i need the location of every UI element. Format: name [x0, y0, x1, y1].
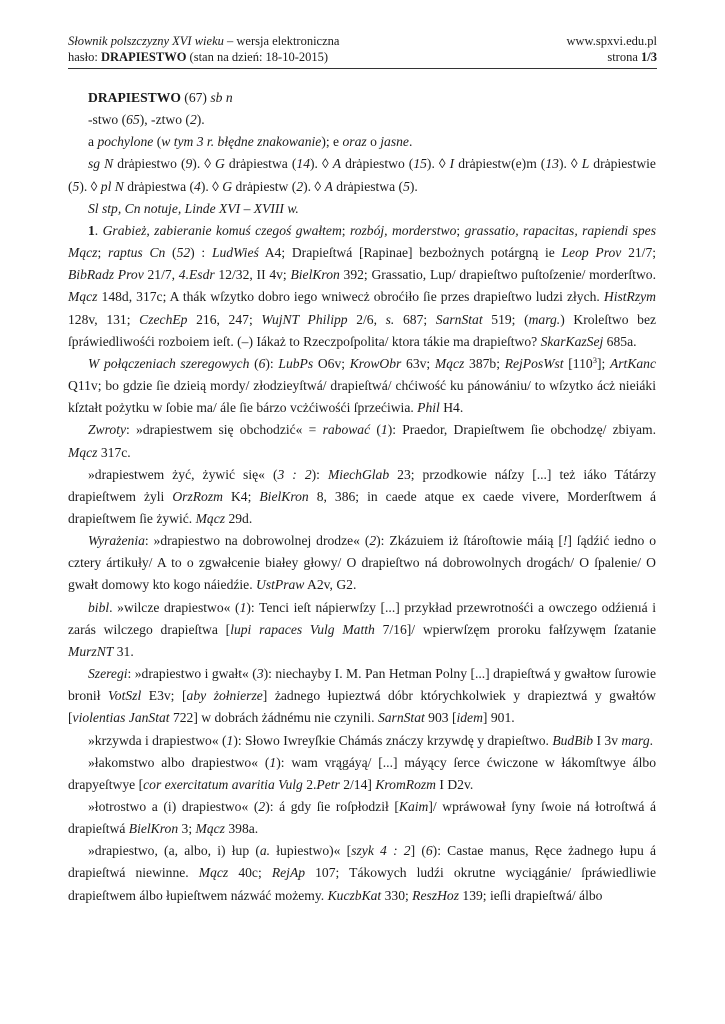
text-run: 139; ieſli drapieſtwá/ álbo [459, 887, 603, 903]
text-run: szyk 4 : 2 [351, 843, 411, 859]
text-run: (67) [180, 90, 211, 105]
text-run: . [94, 222, 103, 238]
text-run: . »wilcze drapiestwo« ( [109, 599, 240, 615]
text-run: 2 [189, 112, 197, 128]
text-run: drȧpiestw ( [232, 178, 297, 194]
text-run: 216, 247; [187, 311, 262, 327]
entry-variants [68, 109, 656, 131]
text-run: ). [409, 178, 418, 194]
text-run: drȧpiestwa ( [123, 178, 195, 194]
text-run: BibRadz Prov [68, 267, 144, 283]
text-run: ) Kroleſtwo bez ſpráwiedliwośći rozboiem ieſt. (–) Iákaż to Rzeczpoſpolita/ ktora tákie ma drapieſtwo? [68, 311, 657, 349]
text-run: »łotrostwo a (i) drapiestwo« ( [88, 799, 259, 814]
text-run: Zwroty [88, 422, 127, 438]
text-run: ). ◊ [192, 156, 216, 172]
text-run: LubPs [278, 355, 314, 371]
text-run: ]/ wpráwował ſyny ſwoie ná łotroſtwá á drapieſtwá [68, 799, 656, 837]
entry-body [68, 87, 656, 907]
text-run: SarnStat [435, 311, 483, 327]
text-run: SarnStat [377, 710, 425, 726]
series-lup [68, 840, 656, 906]
text-run: 31. [113, 643, 134, 659]
text-run: ). ◊ [426, 156, 450, 172]
text-run: 21/7; [621, 245, 657, 261]
expressions [68, 530, 656, 596]
text-run: 2/14] [339, 776, 376, 792]
text-run: w tym 3 r. błędne znakowanie [161, 134, 322, 150]
text-run: 4.Esdr [178, 267, 215, 283]
text-run: G [215, 156, 225, 172]
text-run: 6 [258, 355, 266, 371]
text-run: a [88, 134, 98, 150]
text-run: 398a. [224, 821, 259, 837]
text-run: cor exercitatum avaritia Vulg [143, 776, 303, 792]
text-run: ]; [596, 355, 610, 371]
text-run: L [581, 156, 590, 172]
text-run: violentias JanStat [72, 710, 170, 726]
text-run: 317c. [97, 444, 131, 460]
text-run: 903 [ [424, 710, 457, 726]
header-divider [68, 68, 657, 69]
text-run: ). ◊ [309, 156, 333, 172]
text-run: VotSzl [108, 688, 142, 704]
text-run: ( [249, 355, 259, 371]
text-run: bibl [88, 599, 110, 615]
series-lakomstwo [68, 752, 656, 796]
text-run: raptus Cn [107, 245, 166, 261]
text-run: O6v; [313, 355, 350, 371]
text-run: E3v; [ [141, 688, 187, 704]
text-run: K4; [222, 488, 260, 504]
text-run: Kaim [398, 799, 429, 814]
text-run: drȧpiestw(e)m ( [454, 156, 546, 172]
text-run: ! [562, 533, 568, 549]
text-run: KuczbKat [327, 887, 382, 903]
text-run: : »drapiestwo na dobrowolnej drodze« ( [144, 533, 370, 549]
text-run: H4. [439, 400, 464, 416]
text-run: »drapiestwem żyć, żywić się« ( [88, 466, 278, 482]
text-run: : »drapiestwem się obchodzić« = [126, 422, 323, 438]
series-lotrostwo [68, 796, 656, 840]
text-run: 3 [256, 666, 264, 682]
text-run: : »drapiestwo i gwałt« ( [127, 666, 257, 682]
text-run: 1 [269, 754, 277, 770]
text-run: rabować [322, 422, 371, 438]
entry-inflection [68, 153, 656, 197]
text-run: Leop Prov [561, 245, 622, 261]
text-run: W połączeniach szeregowych [88, 355, 250, 371]
text-run: a. [259, 843, 271, 859]
text-run: Mącz [68, 444, 98, 460]
text-run: 687; [394, 311, 436, 327]
text-run: ReszHoz [412, 887, 459, 903]
text-run: I [449, 156, 455, 172]
text-run: marg. [528, 311, 561, 327]
text-run: Sl stp, Cn notuje, Linde XVI – XVIII w. [88, 200, 299, 216]
dictionary-title: Słownik polszczyzny XVI wieku – wersja elektroniczna [68, 34, 340, 48]
text-run: 2 [258, 799, 266, 814]
text-run: ): Tenci ieſt nápierwſzy [...] przykład przewrotnośći a owczego odźienıá i zarás wilczego drapieſtwa [ [68, 599, 656, 637]
text-run: 519; ( [482, 311, 529, 327]
phrases [68, 419, 656, 463]
text-run: Petr [316, 776, 340, 792]
text-run: Grabież, zabieranie komuś czegoś gwałtem [102, 222, 342, 238]
text-run: BielKron [290, 267, 340, 283]
text-run: 7/16]/ wpierwſzęm proroku fałſzywęm ſzatanie [374, 621, 656, 637]
text-run: 13 [545, 156, 559, 172]
text-run: 65 [126, 112, 140, 128]
biblical-expression [68, 597, 656, 663]
text-run: drȧpiestwa ( [224, 156, 297, 172]
text-run: Mącz [195, 821, 225, 837]
text-run: 392; Grassatio, Lup/ drapieſtwo puſtoſzenie/ morderſtwo. [339, 267, 656, 283]
text-run: LudWieś [211, 245, 259, 261]
text-run: A [332, 156, 342, 172]
text-run: »łakomstwo albo drapiestwo« ( [88, 754, 270, 770]
text-run: ): Praedor, Drapieſtwem ſie obchodzę/ zbiyam. [387, 422, 657, 438]
text-run: . [649, 732, 654, 748]
text-run: CzechEp [139, 311, 188, 327]
text-run: ). ◊ [200, 178, 223, 194]
text-run: 2/6, [347, 311, 386, 327]
text-run: 722] w dobrách żádnému nie czynili. [169, 710, 378, 726]
text-run: ] ( [410, 843, 426, 859]
text-run: ) : [190, 245, 212, 261]
text-run: A2v, G2. [304, 577, 357, 593]
text-run: -stwo ( [88, 112, 127, 128]
text-run: ): Zkázuiem iż ſtároſtowie máią [ [376, 533, 563, 549]
entry-sources [68, 198, 656, 220]
text-run: RejPosWst [504, 355, 564, 371]
text-run: Mącz [198, 865, 229, 881]
entry-headword [68, 87, 656, 109]
text-run: o [366, 134, 381, 150]
text-run: 23; przodkowie náſzy [...] też iáko Tátárzy drapieſtwem żyli [68, 466, 657, 504]
text-run: ). ◊ [79, 178, 101, 194]
text-run: 63v; [401, 355, 435, 371]
text-run: ). ◊ [558, 156, 582, 172]
text-run: marg [621, 732, 650, 748]
entry-spelling [68, 131, 656, 153]
text-run: 9 [185, 156, 193, 172]
text-run: Q11v; bo gdzie ſie dzieią mordy/ złodzieyſtwá/ drapieſtwá/ chćiwość ku pánowániu/ to wſzytko ácż nieiáki kſztałt pożytku w ſobie ma/ ále ſie bárzo vcżćiwośći ſprzećiwia. [68, 378, 656, 416]
text-run: 387b; [464, 355, 505, 371]
text-run: KromRozm [375, 776, 436, 792]
text-run: drȧpiestwo ( [341, 156, 414, 172]
text-run: WujNT Philipp [261, 311, 348, 327]
text-run: 3 [592, 354, 597, 365]
text-run: 52 [176, 245, 191, 261]
text-run: 40c; [228, 865, 272, 881]
text-run: Phil [417, 400, 440, 416]
site-url[interactable]: www.spxvi.edu.pl [566, 34, 657, 48]
text-run: ArtKanc [609, 355, 657, 371]
text-run: I 3v [593, 732, 622, 748]
text-run: DRAPIESTWO [88, 90, 181, 105]
text-run: drȧpiestwie ( [68, 156, 656, 194]
text-run: ] ſądźić iedno o cztery ártikuły/ A to o zgwałcenie białey głowy/ O drapieſtwo ná dobrowolnych drogách/ O ſpalenie/ O gwałt domowy kto kogo náiedźie. [68, 533, 657, 593]
text-run: Szeregi [88, 666, 128, 682]
text-run: rozbój, morderstwo [349, 222, 457, 238]
text-run: G [222, 178, 233, 194]
text-run: 128v, 131; [68, 311, 140, 327]
text-run: UstPraw [256, 577, 305, 593]
text-run: drȧpiestwo ( [113, 156, 186, 172]
text-run: 1 [226, 732, 234, 748]
text-run: ; [97, 245, 108, 261]
text-run: grassatio, rapacitas, rapiendi spes Mącz [68, 222, 656, 261]
text-run: 4 [194, 178, 201, 194]
text-run: s. [385, 311, 395, 327]
text-run: I D2v. [436, 776, 474, 792]
text-run: ] żadnego łupieztwá dóbr którychkolwiek y drapieztwá y gwałtów [ [68, 688, 656, 726]
text-run: 6 [425, 843, 433, 859]
text-run: SkarKazSej [540, 333, 604, 349]
text-run: RejAp [271, 865, 306, 881]
text-run: ): Castae manus, Ręce żadnego łupu á drapieſtwá niewinne. [68, 843, 657, 881]
text-run: »drapiestwo, (a, albo, i) łup ( [88, 843, 260, 859]
text-run: ] 901. [482, 710, 515, 726]
text-run: ): wam vrągáyą/ [...] máyący ſerce ćwiczone w łákomſtwye álbo drapyeſtwye [ [68, 754, 656, 792]
text-run: 8, 386; in caede atque ex caede vivere, Morderſtwem á drapieſtwem ſie żywić. [68, 488, 656, 526]
text-run: 14 [296, 156, 310, 172]
text-run: 1 [239, 599, 247, 615]
text-run: ): [311, 466, 328, 482]
text-run: oraz [342, 134, 367, 150]
text-run: 2. [302, 776, 317, 792]
text-run: BudBib [552, 732, 594, 748]
text-run: 29d. [225, 510, 253, 526]
text-run: ): Słowo Iwreyſkie Chámás znáczy krzywdę y drapieſtwo. [233, 732, 553, 748]
text-run: Mącz [68, 289, 98, 305]
text-run: 1 [88, 222, 95, 238]
serial-combinations [68, 353, 656, 419]
text-run: ( [165, 245, 177, 261]
text-run: sb n [210, 90, 233, 105]
series [68, 663, 656, 729]
text-run: idem [456, 710, 483, 726]
text-run: 330; [381, 887, 413, 903]
text-run: A [324, 178, 333, 194]
entry-word: DRAPIESTWO [100, 50, 187, 64]
text-run: »krzywda i drapiestwo« ( [88, 732, 227, 748]
text-run: 21/7, [143, 267, 179, 283]
page-number: strona 1/3 [607, 50, 657, 64]
text-run: lupi rapaces Vulg Matth [230, 621, 375, 637]
text-run: ); e [321, 134, 343, 150]
text-run: ). [196, 112, 205, 128]
text-run: A4; Drapieſtwá [Rapinae] bezbożnych potárgną ie [258, 245, 562, 261]
text-run: 2 [369, 533, 377, 549]
entry-label: hasło: DRAPIESTWO (stan na dzień: 18-10-2015) [68, 50, 329, 64]
text-run: pl N [100, 178, 124, 194]
text-run: pochylone [97, 134, 154, 150]
text-run: łupiestwo)« [ [270, 843, 352, 859]
text-run: 3; [178, 821, 196, 837]
text-run: ): [265, 355, 279, 371]
text-run: 1 [380, 422, 388, 438]
text-run: 148d, 317c; A thák wſzytko dobro iego wniwecż obroćiło ſie przes drapieſtwo ludzi złych. [97, 289, 604, 305]
text-run: 685a. [603, 333, 637, 349]
text-run: 12/32, II 4v; [214, 267, 291, 283]
text-run: ; [456, 222, 465, 238]
phrase-zyc [68, 464, 656, 530]
text-run: ). ◊ [303, 178, 325, 194]
text-run: HistRzym [603, 289, 656, 305]
text-run: drȧpiestwa ( [332, 178, 404, 194]
text-run: 5 [72, 178, 80, 194]
text-run: KrowObr [349, 355, 402, 371]
text-run: ): niechayby I. M. Pan Hetman Polny [...] drapieſtwá y gwałtow ſurowie bronił [68, 666, 656, 704]
text-run: Wyrażenia [88, 533, 145, 549]
text-run: jasne [380, 134, 409, 150]
text-run: MurzNT [68, 643, 114, 659]
text-run: 15 [413, 156, 427, 172]
text-run: 3 : 2 [277, 466, 312, 482]
text-run: BielKron [259, 488, 309, 504]
text-run: ( [370, 422, 381, 438]
meaning-1 [68, 220, 656, 353]
text-run: 2 [296, 178, 304, 194]
text-run: Mącz [434, 355, 465, 371]
text-run: 107; Tákowych ludźi okrutne wyciągánie/ ſpráwiedliwie drapieſtwem álbo łupieſtwem názwáć możemy. [68, 865, 656, 903]
text-run: MiechGlab [327, 466, 390, 482]
text-run: ; [341, 222, 350, 238]
text-run: BielKron [128, 821, 179, 837]
text-run: Mącz [195, 510, 226, 526]
text-run: OrzRozm [172, 488, 223, 504]
text-run: aby żołnierze [186, 688, 263, 704]
text-run: ( [153, 134, 162, 150]
text-run: ): á gdy ſie roſpłodził [ [265, 799, 399, 814]
text-run: sg N [88, 156, 114, 172]
series-krzywda [68, 730, 656, 752]
text-run: ), -ztwo ( [139, 112, 190, 128]
text-run: 5 [403, 178, 410, 194]
text-run: . [408, 134, 413, 150]
text-run: [110 [563, 355, 593, 371]
